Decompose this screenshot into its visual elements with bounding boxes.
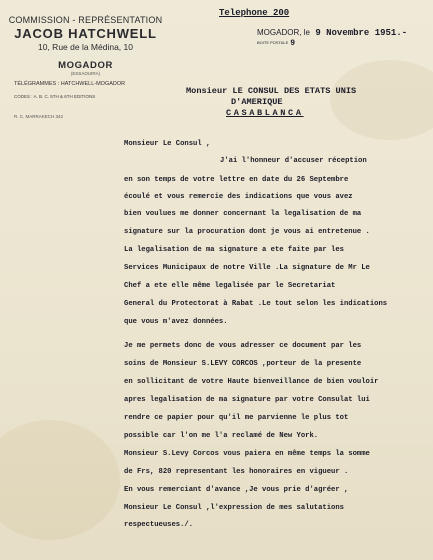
- body-line: Monsieur S.Levy Corcos vous paiera en même temps la somme: [124, 450, 370, 458]
- body-line: La legalisation de ma signature a ete faite par les: [124, 246, 344, 254]
- body-line: soins de Monsieur S.LEVY CORCOS ,porteur de la presente: [124, 360, 362, 368]
- recipient-line-2: D'AMERIQUE: [231, 97, 283, 107]
- body-line: que vous m'avez données.: [124, 318, 228, 326]
- letterhead-codes: CODES : A. B. C. 5TH & 6TH EDITIONS: [14, 94, 96, 99]
- letterhead-telegrams: TÉLÉGRAMMES : HATCHWELL-MOGADOR: [14, 81, 126, 87]
- postbox-typed: 9: [290, 39, 296, 48]
- postbox-line: [257, 39, 295, 48]
- letterhead-city-sub: (ESSAOUIRA): [70, 71, 101, 76]
- body-line: en sollicitant de votre Haute bienveillance de bien vouloir: [124, 378, 379, 386]
- body-line: apres legalisation de ma signature par votre Consulat lui: [124, 396, 370, 404]
- letter-salutation: Monsieur Le Consul ,: [124, 140, 211, 148]
- letterhead-address: 10, Rue de la Médina, 10: [38, 42, 133, 52]
- letterhead-name: JACOB HATCHWELL: [14, 26, 157, 41]
- letterhead-rc: R. C. MARRAKECH 342: [14, 114, 64, 119]
- letterhead: [8, 15, 163, 77]
- postbox-printed: BOITE POSTALE: [257, 40, 289, 46]
- body-line: Services Municipaux de notre Ville .La signature de Mr Le: [124, 264, 370, 272]
- body-line: Je me permets donc de vous adresser ce document par les: [124, 342, 362, 350]
- body-line: signature sur la procuration dont je vous ai entretenue .: [124, 228, 370, 236]
- recipient-line-1: Monsieur LE CONSUL DES ETATS UNIS: [186, 86, 357, 96]
- date-typed: 9 Novembre 1951.-: [315, 28, 408, 38]
- body-line: en son temps de votre lettre en date du 26 Septembre: [124, 176, 349, 184]
- letterhead-company: COMMISSION - REPRÉSENTATION: [8, 15, 163, 25]
- letterhead-city: MOGADOR: [58, 60, 113, 71]
- body-line: possible car l'on me l'a reclamé de New York.: [124, 432, 319, 440]
- date-printed: MOGADOR, le: [257, 28, 310, 37]
- body-line: En vous remerciant d'avance ,Je vous prie d'agréer ,: [124, 486, 349, 494]
- body-line: écoulé et vous remercie des indications que vous avez: [124, 193, 353, 201]
- body-line: J'ai l'honneur d'accuser réception: [220, 157, 367, 165]
- body-line: bien voulues me donner concernant la legalisation de ma: [124, 210, 362, 218]
- date-line: [257, 28, 407, 38]
- body-line: de Frs, 820 representant les honoraires en vigueur .: [124, 468, 349, 476]
- body-line: General du Protectorat à Rabat .Le tout selon les indications: [124, 300, 388, 308]
- paper-stain: [0, 420, 120, 540]
- recipient-line-3: CASABLANCA: [226, 108, 304, 118]
- body-line: rendre ce papier pour qu'il me parvienne le plus tot: [124, 414, 349, 422]
- body-line: respectueuses./.: [124, 521, 194, 529]
- telephone-line: Telephone 200: [219, 8, 290, 18]
- body-line: Chef a ete elle même legalisée par le Secretariat: [124, 282, 336, 290]
- paper-stain: [330, 60, 433, 140]
- body-line: Monsieur Le Consul ,l'expression de mes salutations: [124, 504, 344, 512]
